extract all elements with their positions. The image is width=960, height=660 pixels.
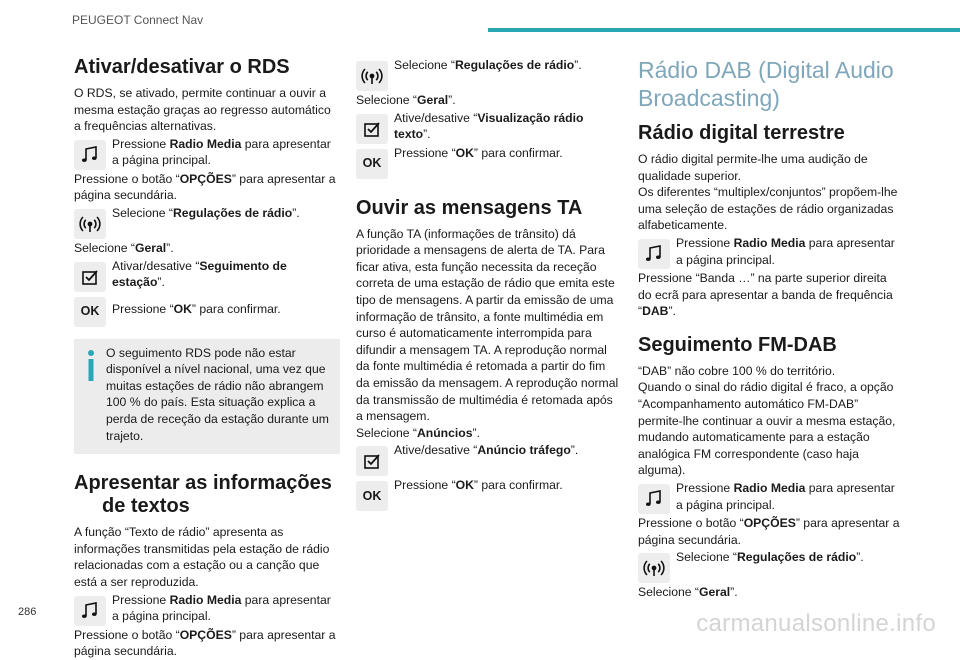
column-middle — [356, 56, 622, 512]
music-note-icon — [74, 596, 106, 626]
text: Selecione “ — [638, 585, 699, 600]
paragraph-opcoes-2 — [74, 627, 340, 660]
step-bold: Radio Media — [169, 592, 242, 607]
step-bold: Regulações de rádio — [454, 58, 575, 72]
radio-signal-icon — [74, 209, 106, 239]
ok-icon — [356, 149, 388, 179]
heading-dab: Rádio DAB (Digital Audio Broadcasting) — [638, 57, 894, 111]
step-text: Ative/desative “ — [394, 110, 478, 125]
step-text: Selecione “ — [394, 58, 455, 72]
page-number: 286 — [18, 606, 37, 618]
step-text: Pressione “ — [394, 145, 456, 160]
text: Selecione “ — [356, 93, 417, 107]
step-bold: OK — [455, 478, 474, 493]
text: ”. — [668, 304, 676, 319]
step-ok — [356, 145, 622, 179]
step-bold: Radio Media — [733, 480, 806, 495]
step-text: ”. — [856, 550, 864, 565]
paragraph-geral — [74, 240, 340, 257]
music-note-icon — [74, 140, 106, 170]
step-bold: Radio Media — [733, 235, 806, 250]
info-box — [74, 339, 340, 455]
step-text: Pressione — [112, 592, 170, 607]
step-text: ”. — [292, 205, 300, 220]
step-bold: Radio Media — [169, 136, 242, 151]
header-title: PEUGEOT Connect Nav — [72, 13, 204, 27]
paragraph-geral — [638, 584, 902, 601]
step-bold: OK — [173, 301, 192, 316]
step-text: Pressione — [676, 480, 734, 495]
music-note-icon — [638, 484, 670, 514]
step-text: Pressione “ — [112, 301, 174, 316]
rds-intro: O RDS, se ativado, permite continuar a ouvir a mesma estação graças ao regresso automático a frequências alternativas. — [74, 86, 331, 134]
step-text: ”. — [570, 443, 579, 458]
step-toggle-radiotext — [356, 110, 622, 144]
step-text: para apresentar a página principal. — [112, 136, 331, 168]
ok-label: OK — [362, 489, 382, 504]
column-right — [638, 56, 902, 601]
text: Pressione o botão “ — [74, 171, 180, 186]
text: ”. — [448, 93, 456, 107]
checkbox-icon — [74, 262, 106, 292]
terrestre-text: O rádio digital permite-lhe uma audição de qualidade superior. Os diferentes “multiplex/conjuntos” propõem-lhe uma seleção de estações de rádio organizadas alfabeticamente. — [638, 152, 898, 233]
paragraph-opcoes — [74, 171, 340, 204]
paragraph-geral — [356, 92, 622, 109]
ok-icon — [356, 481, 388, 511]
heading-rds: Ativar/desativar o RDS — [74, 56, 290, 78]
step-text: para apresentar a página principal. — [676, 480, 895, 512]
texto-intro: A função “Texto de rádio” apresenta as informações transmitidas pela estação de rádio relacionadas com a estação ou a canção que está a ser reproduzida. — [74, 525, 330, 589]
text: Selecione “ — [74, 240, 135, 255]
step-text: para apresentar a página principal. — [676, 235, 895, 267]
text-bold: OPÇÕES — [743, 515, 796, 530]
step-text: Ativar/desative “ — [112, 258, 200, 273]
step-text: Pressione “ — [394, 478, 456, 493]
text: ” para apresentar a página secundária. — [74, 171, 336, 203]
ta-text: A função TA (informações de trânsito) dá prioridade a mensagens de alerta de TA. Para ficar ativa, esta função necessita da receção correta de uma estação de rádio que emita este tipo de mensagens. A partir da emissão de uma informação de trânsito, a fonte multimédia em curso é automaticamente interrompida para difundir a mensagem TA. A reprodução normal da fonte multimédia é retomada a partir do fim da emissão da mensagem. A reprodução normal da transmissão de multimédia é retomada após a mensagem. — [356, 226, 619, 424]
step-bold: Regulações de rádio — [172, 205, 293, 220]
paragraph-banda — [638, 270, 902, 320]
step-bold: OK — [455, 145, 474, 160]
step-text: ”. — [574, 58, 582, 72]
step-text: Ative/desative “ — [394, 443, 478, 458]
step-radio-settings — [356, 57, 622, 91]
step-ok — [74, 293, 340, 327]
step-bold: Regulações de rádio — [736, 550, 857, 565]
text-bold: Anúncios — [416, 425, 473, 440]
heading-terrestre: Rádio digital terrestre — [638, 122, 845, 144]
step-text: Pressione — [676, 235, 734, 250]
text: Selecione “ — [356, 425, 417, 440]
heading-ta: Ouvir as mensagens TA — [356, 196, 583, 219]
text: ”. — [472, 425, 480, 440]
step-toggle-tracking — [74, 258, 340, 292]
step-text: ” para confirmar. — [191, 301, 281, 316]
step-text: para apresentar a página principal. — [112, 592, 331, 624]
text: Pressione o botão “ — [638, 515, 744, 530]
step-radio-settings — [74, 205, 340, 239]
header-accent-bar — [488, 28, 960, 32]
paragraph-anuncios — [356, 425, 622, 442]
text-bold: DAB — [642, 304, 669, 319]
paragraph-opcoes — [638, 515, 902, 548]
fmdab-text: “DAB” não cobre 100 % do território. Quando o sinal do rádio digital é fraco, a opção “Acompanhamento automático FM-DAB” permite-lhe continuar a ouvir a mesma estação, mudando automaticamente para a estação analógica FM correspondente (caso haja alguma). — [638, 363, 896, 478]
step-text: Selecione “ — [676, 550, 737, 565]
checkbox-icon — [356, 114, 388, 144]
step-text: Selecione “ — [112, 205, 173, 220]
step-bold: Anúncio tráfego — [477, 443, 571, 458]
step-text: ” para confirmar. — [473, 478, 563, 493]
step-radio-media — [638, 235, 902, 269]
text: ” para apresentar a página secundária. — [74, 627, 336, 659]
checkbox-icon — [356, 446, 388, 476]
text: Pressione o botão “ — [74, 627, 180, 642]
text: ” para apresentar a página secundária. — [638, 515, 900, 547]
step-text: ”. — [157, 275, 165, 290]
info-text: O seguimento RDS pode não estar disponível a nível nacional, uma vez que muitas estações de rádio não abrangem 100 % do país. Esta situação explica a perda de receção da estação durante um trajeto. — [106, 345, 329, 443]
step-radio-settings — [638, 549, 902, 583]
heading-texto: Apresentar as informações de textos — [74, 472, 332, 518]
radio-signal-icon — [356, 61, 388, 91]
text: ”. — [730, 585, 738, 600]
step-text: ” para confirmar. — [473, 145, 563, 160]
info-icon — [86, 349, 102, 383]
text-bold: Geral — [134, 240, 167, 255]
column-left — [74, 56, 340, 660]
watermark: carmanualsonline.info — [696, 610, 936, 637]
step-radio-media — [74, 136, 340, 170]
radio-signal-icon — [638, 553, 670, 583]
step-text: ”. — [423, 127, 431, 142]
step-bold: Seguimento de estação — [112, 258, 287, 290]
step-radio-media-2 — [638, 480, 902, 514]
text: ”. — [166, 240, 174, 255]
heading-fmdab: Seguimento FM-DAB — [638, 333, 837, 356]
music-note-icon — [638, 239, 670, 269]
ok-icon — [74, 297, 106, 327]
step-ok — [356, 477, 622, 511]
text-bold: OPÇÕES — [179, 171, 232, 186]
ok-label: OK — [80, 304, 100, 319]
text: Pressione “Banda …” na parte superior direita do ecrã para apresentar a banda de frequência “ — [638, 270, 893, 319]
step-text: Pressione — [112, 136, 170, 151]
text-bold: Geral — [698, 585, 731, 600]
step-radio-media-2 — [74, 592, 340, 626]
text-bold: OPÇÕES — [179, 627, 232, 642]
ok-label: OK — [362, 156, 382, 171]
text-bold: Geral — [416, 93, 449, 107]
step-toggle-traffic — [356, 442, 622, 476]
step-bold: Visualização rádio texto — [394, 110, 584, 142]
